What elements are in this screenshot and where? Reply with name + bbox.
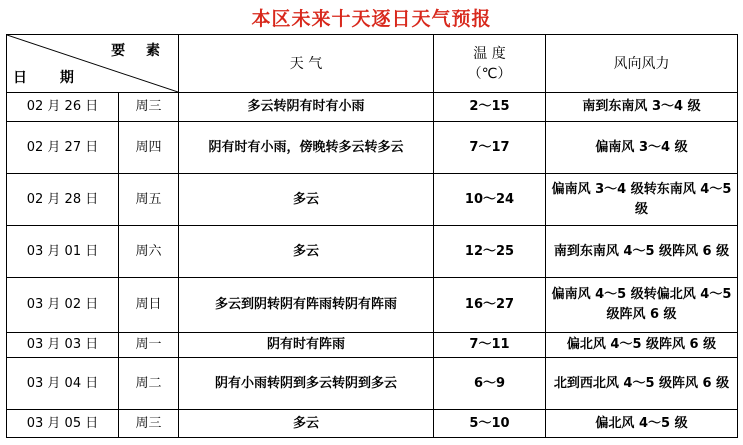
table-row: [7, 278, 738, 333]
weather-cell: 阴有时有阵雨: [179, 333, 434, 358]
temperature-header-line2: （℃）: [467, 65, 512, 82]
date-cell: 03 月 01 日: [7, 226, 119, 278]
weekday-cell: 周六: [119, 226, 179, 278]
header-row: [7, 35, 738, 93]
weekday-cell: 周四: [119, 122, 179, 174]
wind-cell: 偏南风 3～4 级转东南风 4～5 级: [546, 174, 738, 226]
date-label: 日 期: [13, 70, 88, 86]
table-row: [7, 410, 738, 438]
weather-cell: 多云到阴转阴有阵雨转阴有阵雨: [179, 278, 434, 333]
weather-header: 天 气: [179, 35, 434, 93]
temperature-header: [434, 35, 546, 93]
date-cell: 03 月 05 日: [7, 410, 119, 438]
wind-cell: 偏南风 4～5 级转偏北风 4～5 级阵风 6 级: [546, 278, 738, 333]
date-cell: 03 月 03 日: [7, 333, 119, 358]
weather-cell: 阴有时有小雨，傍晚转多云转多云: [179, 122, 434, 174]
date-cell: 02 月 27 日: [7, 122, 119, 174]
date-cell: 02 月 26 日: [7, 93, 119, 122]
temp-cell: 2～15: [434, 93, 546, 122]
weather-cell: 多云: [179, 174, 434, 226]
weather-cell: 阴有小雨转阴到多云转阴到多云: [179, 358, 434, 410]
table-row: [7, 122, 738, 174]
temperature-header-line1: 温 度: [473, 45, 506, 62]
weekday-cell: 周二: [119, 358, 179, 410]
date-cell: 03 月 04 日: [7, 358, 119, 410]
wind-cell: 南到东南风 3～4 级: [546, 93, 738, 122]
table-row: [7, 174, 738, 226]
page-title: 本区未来十天逐日天气预报: [251, 8, 492, 30]
table-row: [7, 93, 738, 122]
weekday-cell: 周一: [119, 333, 179, 358]
weather-cell: 多云转阴有时有小雨: [179, 93, 434, 122]
temp-cell: 5～10: [434, 410, 546, 438]
weekday-cell: 周三: [119, 93, 179, 122]
date-cell: 03 月 02 日: [7, 278, 119, 333]
table-row: [7, 333, 738, 358]
element-label: 要 素: [111, 43, 168, 59]
wind-cell: 南到东南风 4～5 级阵风 6 级: [546, 226, 738, 278]
weekday-cell: 周日: [119, 278, 179, 333]
wind-header: 风向风力: [546, 35, 738, 93]
weekday-cell: 周三: [119, 410, 179, 438]
forecast-table: [6, 34, 738, 438]
wind-cell: 偏北风 4～5 级阵风 6 级: [546, 333, 738, 358]
wind-cell: 北到西北风 4～5 级阵风 6 级: [546, 358, 738, 410]
weather-cell: 多云: [179, 226, 434, 278]
temp-cell: 6～9: [434, 358, 546, 410]
weekday-cell: 周五: [119, 174, 179, 226]
temp-cell: 7～17: [434, 122, 546, 174]
weather-cell: 多云: [179, 410, 434, 438]
date-cell: 02 月 28 日: [7, 174, 119, 226]
temp-cell: 7～11: [434, 333, 546, 358]
temp-cell: 16～27: [434, 278, 546, 333]
table-row: [7, 226, 738, 278]
table-row: [7, 358, 738, 410]
header-diagonal-cell: [7, 35, 179, 93]
temp-cell: 10～24: [434, 174, 546, 226]
wind-cell: 偏南风 3～4 级: [546, 122, 738, 174]
wind-cell: 偏北风 4～5 级: [546, 410, 738, 438]
temp-cell: 12～25: [434, 226, 546, 278]
